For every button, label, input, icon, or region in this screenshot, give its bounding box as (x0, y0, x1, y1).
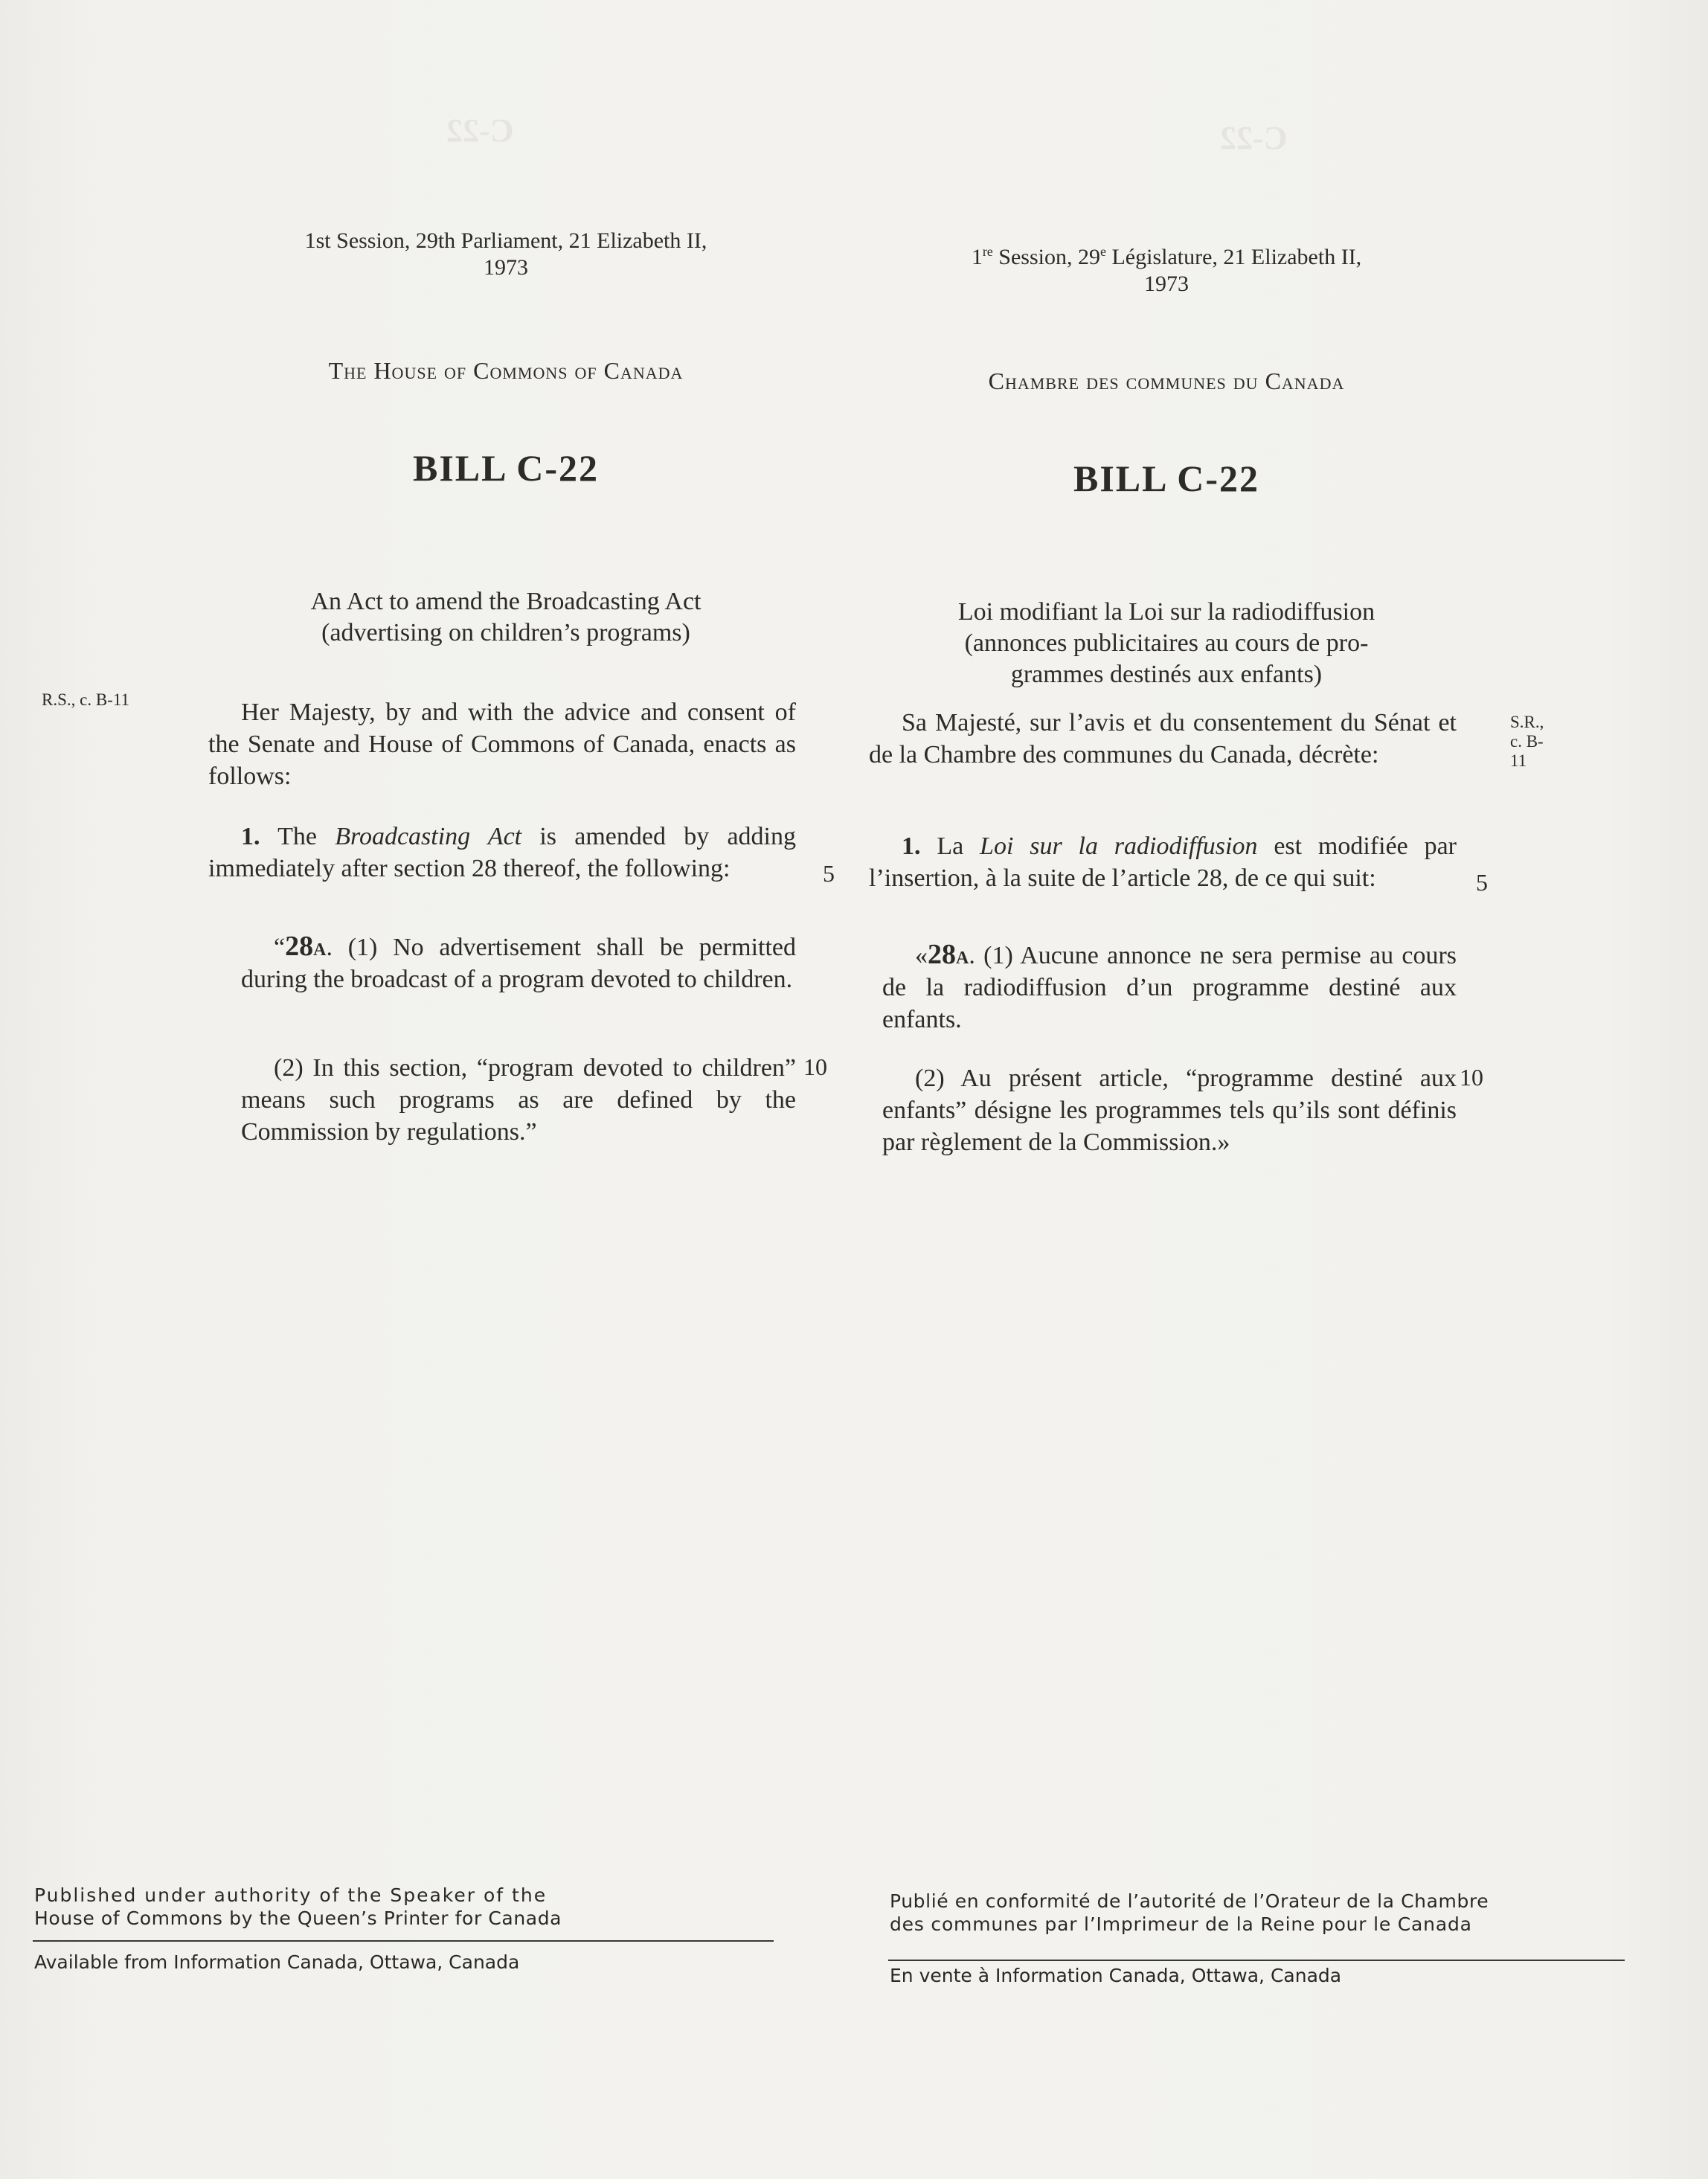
session-year: 1973 (484, 255, 528, 280)
bill-title-line: Loi modifiant la Loi sur la radiodiffusion (957, 598, 1375, 626)
section-28a-text (882, 939, 1457, 1036)
section-28a-1 (241, 931, 796, 995)
footer-divider (888, 1960, 1625, 1961)
section-1-text (208, 821, 796, 885)
show-through-decoration: C-22 (1220, 120, 1288, 156)
section-number: 28 (928, 939, 956, 970)
english-publication-notice (34, 1884, 778, 1930)
section-text: The (260, 823, 336, 850)
act-name: Loi sur la radiodiffusion (980, 832, 1258, 860)
session-line (869, 238, 1464, 298)
session-text (869, 238, 1464, 271)
session-text: 1st Session, 29th Parliament, 21 Elizabeth II, (304, 228, 707, 253)
section-28a-1 (882, 939, 1457, 1036)
section-1-text (869, 830, 1457, 894)
publication-line: House of Commons by the Queen’s Printer for Canada (34, 1907, 562, 1929)
margin-note: R.S., c. B-11 (42, 690, 129, 709)
section-28a-2 (882, 1062, 1457, 1158)
section-number: 1. (241, 823, 260, 850)
show-through-decoration: C-22 (446, 112, 514, 149)
section-28a-text (241, 931, 796, 995)
session-line (208, 228, 803, 281)
french-availability-notice: En vente à Information Canada, Ottawa, Canada (890, 1965, 1342, 1986)
line-number: 10 (803, 1053, 827, 1080)
section-text: . (1) Aucune annonce ne sera permise au cours de la radiodiffusion d’un programme destiné aux enfants. (882, 942, 1457, 1033)
publication-line: des communes par l’Imprimeur de la Reine pour le Canada (890, 1913, 1472, 1935)
section-1 (208, 821, 796, 885)
section-text: La (920, 832, 980, 860)
quote-mark: “ (274, 934, 286, 961)
section-text: est modifiée par l’insertion, à la suite de l’article 28, de ce qui suit: (869, 832, 1457, 892)
bill-title-line: (annonces publicitaires au cours de pro- (964, 629, 1369, 657)
session-part: 1 (971, 245, 983, 269)
bill-number: BILL C-22 (412, 447, 599, 489)
bill-title (260, 586, 751, 649)
session-part: Session, 29 (992, 245, 1100, 269)
section-text: . (1) No advertisement shall be permitted during the broadcast of a program devoted to children. (241, 934, 796, 993)
session-part: Législature, 21 Elizabeth II, (1105, 245, 1362, 269)
bill-title-line: (advertising on children’s programs) (321, 619, 690, 646)
section-1 (869, 830, 1457, 894)
footer-divider (33, 1940, 774, 1942)
act-name: Broadcasting Act (335, 823, 522, 850)
line-number: 5 (823, 860, 835, 887)
enacting-clause (208, 696, 796, 792)
line-number: 10 (1460, 1064, 1483, 1091)
english-availability-notice: Available from Information Canada, Ottawa, Canada (34, 1951, 520, 1973)
section-letter: a (956, 942, 969, 969)
bill-title-line: grammes destinés aux enfants) (1010, 661, 1323, 688)
house-heading: Chambre des communes du Canada (988, 368, 1345, 394)
publication-line: Publié en conformité de l’autorité de l’Orateur de la Chambre (890, 1890, 1489, 1912)
french-publication-notice (890, 1890, 1634, 1936)
section-28a-2 (241, 1052, 796, 1148)
bill-title (921, 597, 1412, 690)
enacting-text: Sa Majesté, sur l’avis et du consentement du Sénat et de la Chambre des communes du Canada, décrète: (869, 709, 1457, 768)
superscript: e (1099, 244, 1106, 259)
section-text: (2) Au présent article, “programme destiné aux enfants” désigne les programmes tels qu’ils sont définis par règlement de la Commission.» (882, 1065, 1457, 1156)
enacting-text: Her Majesty, by and with the advice and consent of the Senate and House of Commons of Canada, enacts as follows: (208, 699, 796, 790)
line-number: 5 (1476, 869, 1488, 896)
section-number: 28 (285, 931, 314, 962)
bill-title-line: An Act to amend the Broadcasting Act (310, 588, 702, 615)
section-text: is amended by adding immediately after section 28 thereof, the following: (208, 823, 796, 882)
quote-mark: « (915, 942, 928, 969)
session-year: 1973 (1144, 272, 1189, 296)
section-number: 1. (902, 832, 921, 860)
section-letter: a (313, 934, 327, 961)
section-text: (2) In this section, “program devoted to children” means such programs as are defined by the Commission by regulations.” (241, 1054, 796, 1146)
house-heading: The House of Commons of Canada (328, 357, 684, 384)
margin-note: S.R., c. B-11 (1510, 713, 1544, 770)
publication-line: Published under authority of the Speaker of the (34, 1884, 548, 1906)
superscript: re (982, 244, 993, 259)
bill-number: BILL C-22 (1073, 458, 1259, 499)
enacting-clause (869, 707, 1457, 771)
